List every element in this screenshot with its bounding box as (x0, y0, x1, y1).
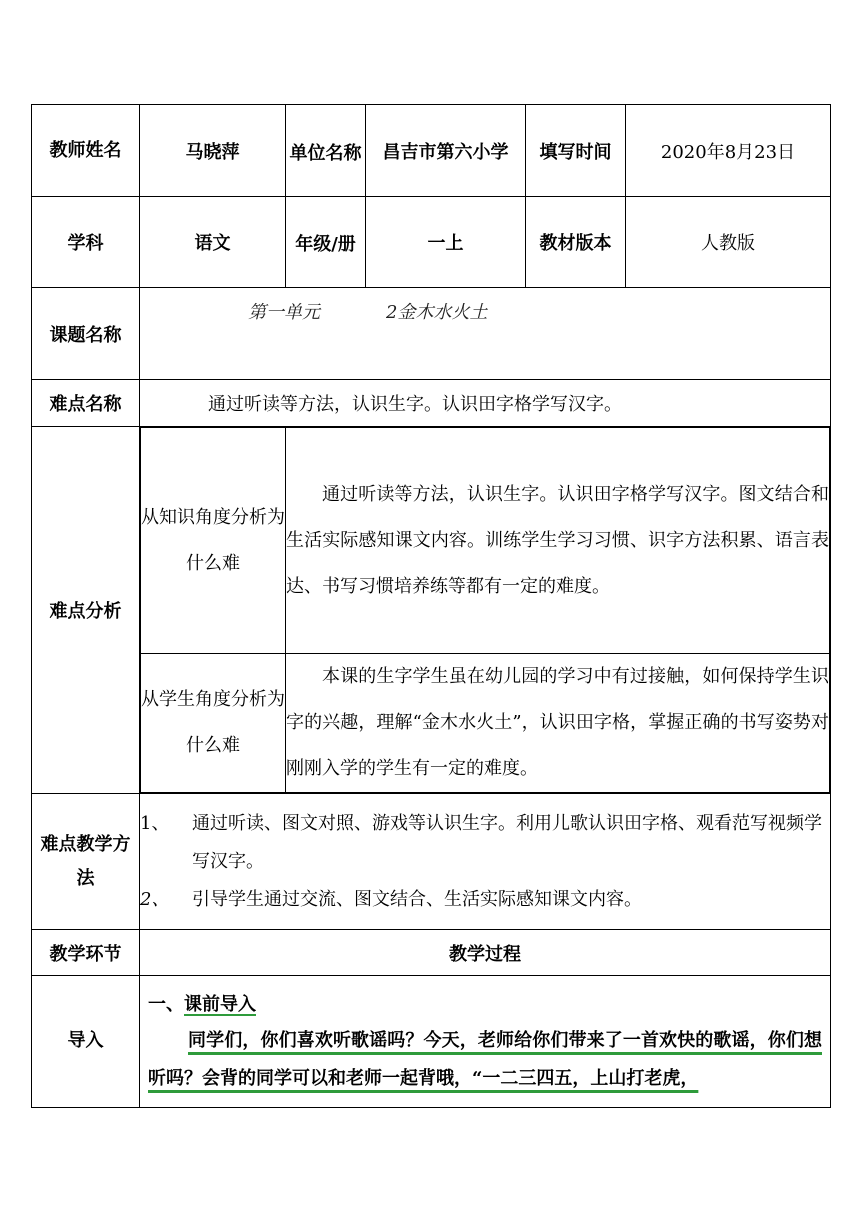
topic-value (140, 288, 830, 325)
knowledge-angle-label: 从知识角度分析为什么难 (141, 428, 286, 654)
topic-row (32, 288, 831, 380)
edition-label: 教材版本 (526, 197, 626, 288)
unit-name-label: 单位名称 (286, 105, 366, 197)
knowledge-angle-text: 通过听读等方法，认识生字。认识田字格学写汉字。图文结合和生活实际感知课文内容。训练学生学习习惯、识字方法积累、语言表达、书写习惯培养练等都有一定的难度。 (286, 428, 830, 654)
process-header-row (32, 930, 831, 976)
intro-row (32, 976, 831, 1108)
intro-heading-text: 课前导入 (184, 994, 256, 1015)
method-item-number: 2、 (140, 888, 170, 910)
topic-unit: 第一单元 (248, 302, 320, 323)
teacher-name-label: 教师姓名 (32, 105, 140, 197)
topic-title: 2金木水火土 (386, 302, 488, 323)
unit-name-value: 昌吉市第六小学 (366, 105, 526, 197)
grade-value: 一上 (366, 197, 526, 288)
subject-label: 学科 (32, 197, 140, 288)
topic-label: 课题名称 (32, 288, 140, 380)
difficulty-label: 难点名称 (32, 380, 140, 427)
analysis-label: 难点分析 (32, 427, 140, 794)
analysis-cell (140, 427, 831, 794)
fill-date-label: 填写时间 (526, 105, 626, 197)
analysis-row (32, 427, 831, 794)
fill-date-value: 2020年8月23日 (626, 105, 831, 197)
intro-heading-number: 一、 (148, 994, 184, 1015)
analysis-knowledge-row (141, 428, 830, 654)
method-row (32, 794, 831, 930)
method-item (140, 805, 830, 881)
method-cell (140, 794, 831, 930)
student-angle-label: 从学生角度分析为什么难 (141, 654, 286, 793)
topic-cell (140, 288, 831, 380)
method-item-text: 通过听读、图文对照、游戏等认识生字。利用儿歌认识田字格、观看范写视频学写汉字。 (192, 812, 822, 872)
teacher-name-value: 马晓萍 (140, 105, 286, 197)
process-header: 教学过程 (140, 930, 831, 976)
intro-label: 导入 (32, 976, 140, 1108)
lesson-plan-form (31, 104, 830, 1102)
method-item-number: 1、 (140, 812, 170, 834)
analysis-subtable (140, 427, 830, 793)
analysis-student-row (141, 654, 830, 793)
method-item-text: 引导学生通过交流、图文结合、生活实际感知课文内容。 (192, 888, 642, 910)
difficulty-value: 通过听读等方法，认识生字。认识田字格学写汉字。 (140, 380, 831, 427)
intro-cell (140, 976, 831, 1108)
lesson-plan-table (31, 104, 831, 1108)
subject-value: 语文 (140, 197, 286, 288)
method-item (140, 881, 830, 919)
header-row-1 (32, 105, 831, 197)
student-angle-text: 本课的生字学生虽在幼儿园的学习中有过接触，如何保持学生识字的兴趣，理解“金木水火土”，认识田字格，掌握正确的书写姿势对刚刚入学的学生有一定的难度。 (286, 654, 830, 793)
stage-header: 教学环节 (32, 930, 140, 976)
header-row-2 (32, 197, 831, 288)
difficulty-row (32, 380, 831, 427)
intro-paragraph: 同学们，你们喜欢听歌谣吗？今天，老师给你们带来了一首欢快的歌谣，你们想听吗？会背的同学可以和老师一起背哦，“一二三四五，上山打老虎， (148, 1030, 822, 1089)
grade-label: 年级/册 (286, 197, 366, 288)
intro-heading (148, 988, 822, 1022)
edition-value: 人教版 (626, 197, 831, 288)
method-label: 难点教学方法 (32, 794, 140, 930)
